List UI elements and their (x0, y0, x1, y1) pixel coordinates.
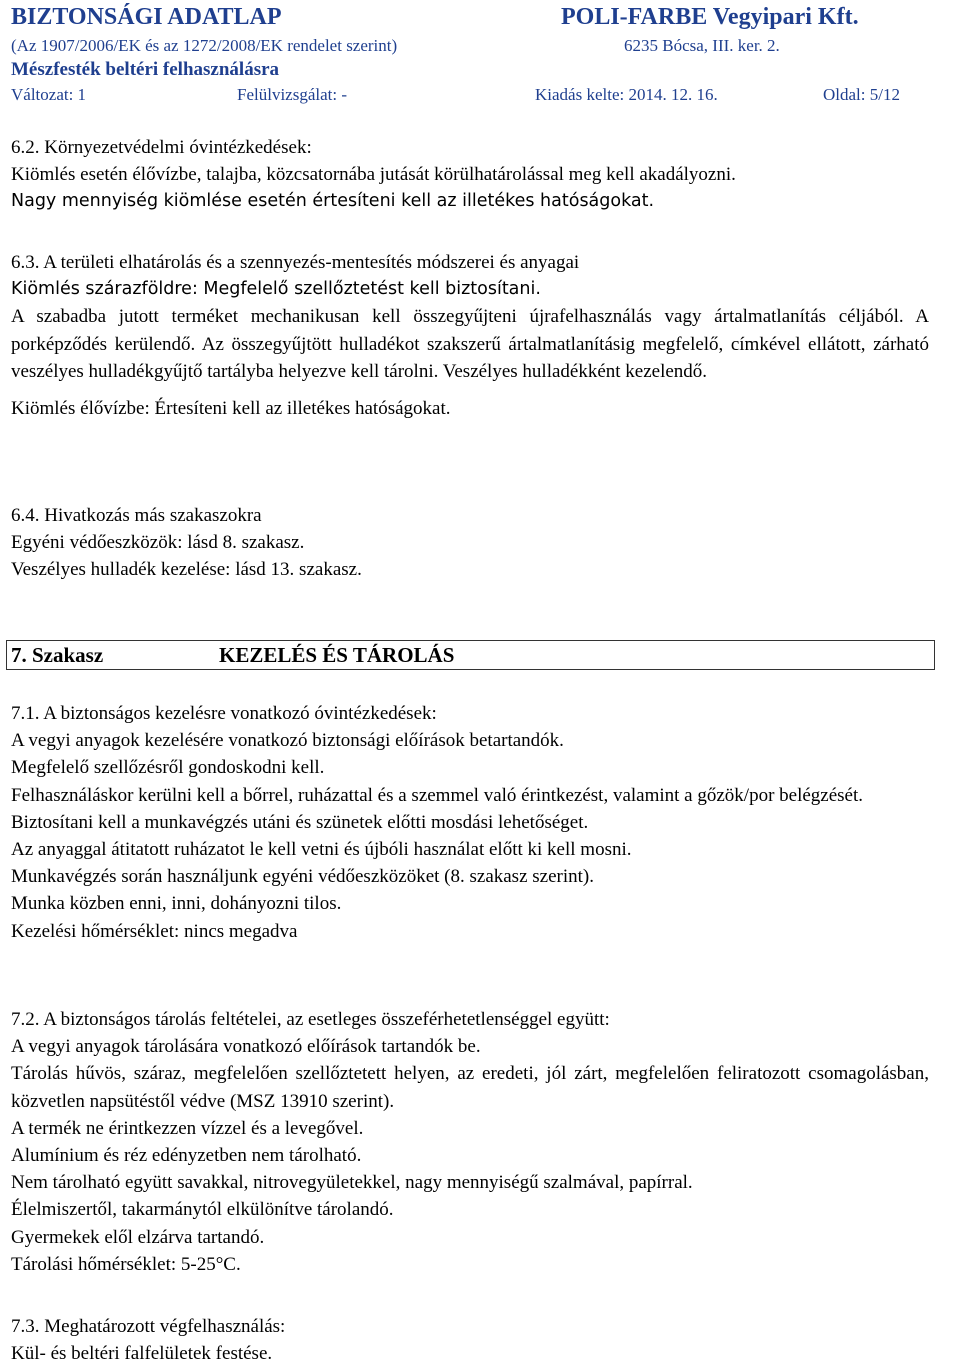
section-7-2-heading: 7.2. A biztonságos tárolás feltételei, az esetleges összeférhetetlenséggel együtt: (11, 1009, 610, 1030)
section-6-3 (11, 249, 929, 422)
regulation-reference: (Az 1907/2006/EK és az 1272/2008/EK rendelet szerint) (11, 36, 398, 55)
company-name: POLI-FARBE Vegyipari Kft. (561, 4, 859, 30)
paragraph: A szabadba jutott terméket mechanikusan kell összegyűjteni újrafelhasználás vagy ártalmatlanítás céljából. A porképződés kerülendő. Az összegyűjtött hulladékot szakszerű ártalmatlanításig megfelelő, címkével ellátott, zárható veszélyes hulladékgyűjtő tartályba helyezve kell tárolni. Veszélyes hulladékként kezelendő. (11, 306, 929, 382)
section-7-1-heading: 7.1. A biztonságos kezelésre vonatkozó óvintézkedések: (11, 703, 437, 724)
section-7-header (6, 640, 935, 670)
section-6-3-heading: 6.3. A területi elhatárolás és a szennyezés-mentesítés módszerei és anyagai (11, 252, 580, 273)
paragraph-line: Élelmiszertől, takarmánytól elkülönítve tárolandó. (11, 1199, 394, 1221)
document-title: BIZTONSÁGI ADATLAP (11, 4, 282, 30)
issue-date: Kiadás kelte: 2014. 12. 16. (535, 85, 718, 104)
paragraph-line: Kezelési hőmérséklet: nincs megadva (11, 920, 298, 942)
paragraph-line: Megfelelő szellőzésről gondoskodni kell. (11, 757, 325, 779)
paragraph-line: Nagy mennyiség kiömlése esetén értesíteni kell az illetékes hatóságokat. (11, 191, 655, 212)
paragraph-line: Veszélyes hulladék kezelése: lásd 13. szakasz. (11, 559, 362, 581)
paragraph-line: Kiömlés szárazföldre: Megfelelő szellőztetést kell biztosítani. (11, 279, 541, 300)
section-number: 7. Szakasz (11, 643, 104, 667)
paragraph-line: A vegyi anyagok kezelésére vonatkozó biztonsági előírások betartandók. (11, 730, 564, 752)
paragraph-line: Munkavégzés során használjunk egyéni védőeszközöket (8. szakasz szerint). (11, 866, 594, 888)
section-6-2 (11, 134, 929, 216)
paragraph: Felhasználáskor kerülni kell a bőrrel, ruházattal és a szemmel való érintkezést, valamint a gőzök/por belégzését. (11, 784, 864, 806)
paragraph-line: Egyéni védőeszközök: lásd 8. szakasz. (11, 532, 305, 554)
page-number: Oldal: 5/12 (823, 85, 900, 104)
section-6-4 (11, 502, 929, 584)
paragraph-line: A vegyi anyagok tárolására vonatkozó előírások tartandók be. (11, 1036, 481, 1058)
paragraph-line: Tárolási hőmérséklet: 5-25°C. (11, 1253, 241, 1275)
section-7-3-heading: 7.3. Meghatározott végfelhasználás: (11, 1316, 286, 1337)
section-7-3 (11, 1313, 929, 1367)
paragraph: Tárolás hűvös, száraz, megfelelően szellőztetett helyen, az eredeti, jól zárt, megfelelően feliratozott csomagolásban, közvetlen napsütéstől védve (MSZ 13910 szerint). (11, 1063, 929, 1112)
paragraph-line: Kiömlés esetén élővízbe, talajba, közcsatornába jutását körülhatárolással meg kell akadályozni. (11, 164, 736, 186)
revision-label: Felülvizsgálat: - (237, 85, 348, 104)
section-6-2-heading: 6.2. Környezetvédelmi óvintézkedések: (11, 137, 312, 158)
section-title: KEZELÉS ÉS TÁROLÁS (219, 643, 455, 667)
section-7-1 (11, 700, 929, 945)
paragraph-line: Alumínium és réz edényzetben nem tárolható. (11, 1145, 362, 1167)
version-label: Változat: 1 (11, 85, 87, 104)
paragraph-line: Kiömlés élővízbe: Értesíteni kell az illetékes hatóságokat. (11, 398, 451, 420)
paragraph-line: Biztosítani kell a munkavégzés utáni és szünetek előtti mosdási lehetőséget. (11, 811, 589, 833)
paragraph-line: Az anyaggal átitatott ruházatot le kell vetni és újbóli használat előtt ki kell mosni. (11, 839, 632, 861)
section-7-2 (11, 1006, 929, 1278)
product-name: Mészfesték beltéri felhasználásra (11, 59, 280, 80)
paragraph-line: Kül- és beltéri falfelületek festése. (11, 1343, 273, 1365)
company-address: 6235 Bócsa, III. ker. 2. (624, 36, 780, 55)
paragraph-line: Munka közben enni, inni, dohányozni tilos. (11, 893, 342, 915)
paragraph-line: Gyermekek elől elzárva tartandó. (11, 1226, 265, 1248)
section-6-4-heading: 6.4. Hivatkozás más szakaszokra (11, 505, 262, 526)
paragraph-line: Nem tárolható együtt savakkal, nitrovegyületekkel, nagy mennyiségű szalmával, papírral. (11, 1172, 693, 1194)
paragraph-line: A termék ne érintkezzen vízzel és a levegővel. (11, 1117, 364, 1139)
